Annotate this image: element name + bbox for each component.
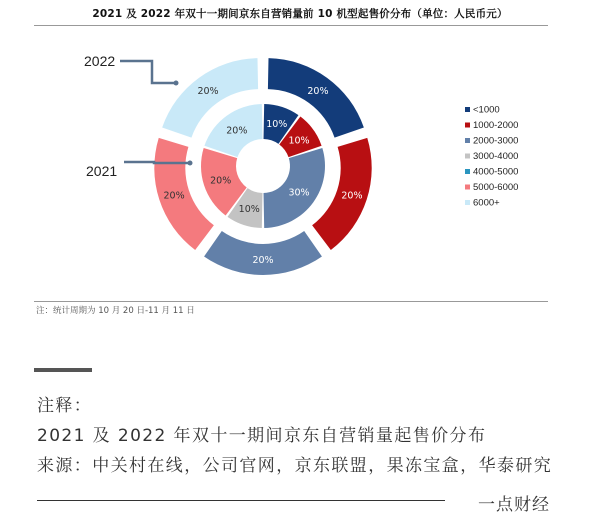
legend-swatch-2000-3000 (465, 138, 470, 143)
slice-label-2022-1000-2000: 20% (341, 190, 363, 202)
legend-label-4000-5000: 4000-5000 (473, 166, 519, 178)
legend-label-1000-2000: 1000-2000 (473, 120, 519, 131)
legend-label-<1000: <1000 (473, 104, 500, 116)
legend-swatch-<1000 (465, 107, 470, 112)
bottom-rule (34, 301, 548, 302)
slice-label-2021-<1000: 10% (266, 119, 288, 131)
donut-chart (0, 30, 600, 300)
slice-label-2021-5000-6000: 20% (210, 175, 232, 187)
legend-swatch-1000-2000 (465, 123, 470, 128)
decorative-bar (34, 368, 92, 372)
slice-label-2022-5000-6000: 20% (163, 190, 185, 202)
connector-dot-2021 (188, 161, 193, 166)
slice-label-2021-2000-3000: 30% (288, 187, 310, 199)
caption-source: 来源：中关村在线，公司官网，京东联盟，果冻宝盒，华泰研究 (37, 456, 553, 476)
slice-label-2021-3000-4000: 10% (238, 203, 260, 215)
legend-label-3000-4000: 3000-4000 (473, 151, 519, 162)
legend-swatch-5000-6000 (465, 185, 470, 190)
slice-label-2021-6000+: 20% (226, 125, 248, 137)
brand-label: 一点财经 (478, 495, 550, 515)
legend-swatch-4000-5000 (465, 169, 470, 174)
slice-label-2022-2000-3000: 20% (252, 255, 274, 266)
caption-rule (37, 500, 445, 501)
caption-description: 2021 及 2022 年双十一期间京东自营销量起售价分布 (37, 426, 487, 446)
caption-label: 注释： (37, 396, 93, 416)
slice-label-2021-1000-2000: 10% (288, 135, 310, 147)
series-label-2022: 2022 (84, 53, 116, 69)
top-rule (34, 25, 548, 26)
legend-swatch-3000-4000 (465, 154, 470, 159)
legend-label-2000-3000: 2000-3000 (473, 135, 519, 147)
series-label-2021: 2021 (86, 163, 118, 179)
slice-label-2022-<1000: 20% (307, 85, 329, 97)
legend-label-5000-6000: 5000-6000 (473, 182, 519, 193)
footnote: 注：统计周期为 10 月 20 日-11 月 11 日 (36, 306, 195, 316)
connector-2022 (120, 61, 176, 83)
chart-title: 2021 及 2022 年双十一期间京东自营销量前 10 机型起售价分布（单位：人民币元） (92, 8, 508, 20)
connector-dot-2022 (174, 81, 179, 86)
legend-label-6000+: 6000+ (473, 197, 500, 209)
connector-2021 (124, 162, 190, 163)
legend-swatch-6000+ (465, 200, 470, 205)
slice-2022-2000-3000 (204, 231, 322, 275)
slice-label-2022-6000+: 20% (197, 85, 219, 97)
